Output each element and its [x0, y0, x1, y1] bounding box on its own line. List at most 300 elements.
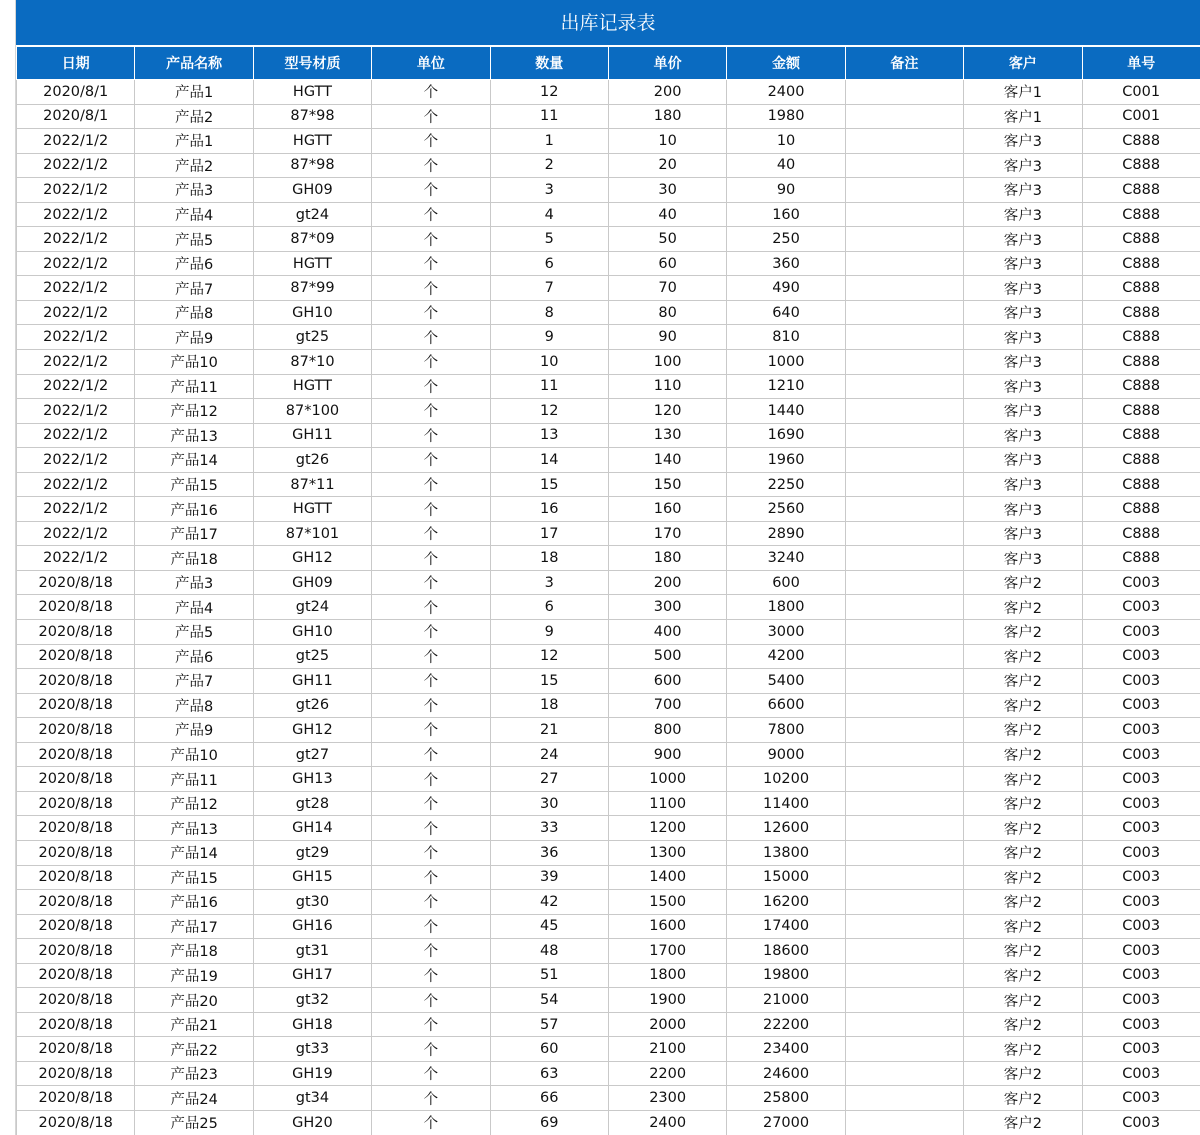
product-name-cell[interactable]: 产品8: [135, 300, 253, 325]
date-cell[interactable]: 2020/8/18: [17, 595, 135, 620]
customer-cell[interactable]: 客户2: [964, 742, 1082, 767]
model-material-cell[interactable]: HGTT: [253, 129, 371, 154]
order-number-cell[interactable]: C003: [1082, 767, 1200, 792]
remarks-cell[interactable]: [845, 865, 963, 890]
unit-cell[interactable]: 个: [372, 1110, 490, 1135]
remarks-cell[interactable]: [845, 816, 963, 841]
remarks-cell[interactable]: [845, 718, 963, 743]
date-cell[interactable]: 2022/1/2: [17, 276, 135, 301]
customer-cell[interactable]: 客户2: [964, 890, 1082, 915]
product-name-cell[interactable]: 产品1: [135, 129, 253, 154]
order-number-cell[interactable]: C888: [1082, 227, 1200, 252]
product-name-cell[interactable]: 产品16: [135, 497, 253, 522]
model-material-cell[interactable]: 87*101: [253, 521, 371, 546]
remarks-cell[interactable]: [845, 963, 963, 988]
product-name-cell[interactable]: 产品10: [135, 742, 253, 767]
amount-cell[interactable]: 90: [727, 178, 845, 203]
unit-cell[interactable]: 个: [372, 840, 490, 865]
quantity-cell[interactable]: 54: [490, 988, 608, 1013]
customer-cell[interactable]: 客户2: [964, 816, 1082, 841]
remarks-cell[interactable]: [845, 227, 963, 252]
unit-cell[interactable]: 个: [372, 791, 490, 816]
customer-cell[interactable]: 客户3: [964, 497, 1082, 522]
order-number-cell[interactable]: C003: [1082, 890, 1200, 915]
order-number-cell[interactable]: C003: [1082, 1086, 1200, 1111]
quantity-cell[interactable]: 45: [490, 914, 608, 939]
remarks-cell[interactable]: [845, 350, 963, 375]
amount-cell[interactable]: 1440: [727, 399, 845, 424]
date-cell[interactable]: 2022/1/2: [17, 325, 135, 350]
unit-cell[interactable]: 个: [372, 718, 490, 743]
amount-cell[interactable]: 40: [727, 153, 845, 178]
model-material-cell[interactable]: HGTT: [253, 251, 371, 276]
unit-cell[interactable]: 个: [372, 251, 490, 276]
amount-cell[interactable]: 640: [727, 300, 845, 325]
unit-cell[interactable]: 个: [372, 570, 490, 595]
customer-cell[interactable]: 客户2: [964, 988, 1082, 1013]
date-cell[interactable]: 2022/1/2: [17, 399, 135, 424]
product-name-cell[interactable]: 产品6: [135, 644, 253, 669]
unit-cell[interactable]: 个: [372, 939, 490, 964]
unit-price-cell[interactable]: 120: [608, 399, 726, 424]
remarks-cell[interactable]: [845, 890, 963, 915]
model-material-cell[interactable]: GH11: [253, 669, 371, 694]
unit-cell[interactable]: 个: [372, 300, 490, 325]
order-number-cell[interactable]: C003: [1082, 816, 1200, 841]
customer-cell[interactable]: 客户2: [964, 840, 1082, 865]
date-cell[interactable]: 2020/8/18: [17, 767, 135, 792]
product-name-cell[interactable]: 产品13: [135, 816, 253, 841]
date-cell[interactable]: 2020/8/18: [17, 718, 135, 743]
product-name-cell[interactable]: 产品25: [135, 1110, 253, 1135]
order-number-cell[interactable]: C888: [1082, 178, 1200, 203]
date-cell[interactable]: 2020/8/1: [17, 80, 135, 105]
product-name-cell[interactable]: 产品4: [135, 595, 253, 620]
date-cell[interactable]: 2022/1/2: [17, 448, 135, 473]
model-material-cell[interactable]: GH13: [253, 767, 371, 792]
remarks-cell[interactable]: [845, 300, 963, 325]
customer-cell[interactable]: 客户3: [964, 276, 1082, 301]
amount-cell[interactable]: 600: [727, 570, 845, 595]
remarks-cell[interactable]: [845, 840, 963, 865]
remarks-cell[interactable]: [845, 767, 963, 792]
remarks-cell[interactable]: [845, 1012, 963, 1037]
order-number-cell[interactable]: C003: [1082, 718, 1200, 743]
model-material-cell[interactable]: gt27: [253, 742, 371, 767]
quantity-cell[interactable]: 3: [490, 570, 608, 595]
model-material-cell[interactable]: gt29: [253, 840, 371, 865]
date-cell[interactable]: 2020/8/18: [17, 890, 135, 915]
customer-cell[interactable]: 客户2: [964, 570, 1082, 595]
remarks-cell[interactable]: [845, 178, 963, 203]
order-number-cell[interactable]: C888: [1082, 202, 1200, 227]
amount-cell[interactable]: 13800: [727, 840, 845, 865]
unit-cell[interactable]: 个: [372, 595, 490, 620]
amount-cell[interactable]: 810: [727, 325, 845, 350]
product-name-cell[interactable]: 产品10: [135, 350, 253, 375]
amount-cell[interactable]: 23400: [727, 1037, 845, 1062]
amount-cell[interactable]: 18600: [727, 939, 845, 964]
unit-price-cell[interactable]: 2000: [608, 1012, 726, 1037]
date-cell[interactable]: 2020/8/18: [17, 939, 135, 964]
quantity-cell[interactable]: 21: [490, 718, 608, 743]
remarks-cell[interactable]: [845, 472, 963, 497]
amount-cell[interactable]: 10: [727, 129, 845, 154]
order-number-cell[interactable]: C888: [1082, 153, 1200, 178]
remarks-cell[interactable]: [845, 399, 963, 424]
unit-cell[interactable]: 个: [372, 546, 490, 571]
amount-cell[interactable]: 2560: [727, 497, 845, 522]
remarks-cell[interactable]: [845, 276, 963, 301]
product-name-cell[interactable]: 产品20: [135, 988, 253, 1013]
unit-price-cell[interactable]: 80: [608, 300, 726, 325]
remarks-cell[interactable]: [845, 988, 963, 1013]
date-cell[interactable]: 2020/8/18: [17, 570, 135, 595]
unit-price-cell[interactable]: 10: [608, 129, 726, 154]
date-cell[interactable]: 2022/1/2: [17, 202, 135, 227]
model-material-cell[interactable]: GH16: [253, 914, 371, 939]
customer-cell[interactable]: 客户2: [964, 1012, 1082, 1037]
customer-cell[interactable]: 客户2: [964, 644, 1082, 669]
amount-cell[interactable]: 24600: [727, 1061, 845, 1086]
quantity-cell[interactable]: 30: [490, 791, 608, 816]
customer-cell[interactable]: 客户3: [964, 546, 1082, 571]
order-number-cell[interactable]: C888: [1082, 399, 1200, 424]
unit-price-cell[interactable]: 130: [608, 423, 726, 448]
product-name-cell[interactable]: 产品9: [135, 325, 253, 350]
order-number-cell[interactable]: C003: [1082, 570, 1200, 595]
product-name-cell[interactable]: 产品11: [135, 374, 253, 399]
amount-cell[interactable]: 6600: [727, 693, 845, 718]
amount-cell[interactable]: 22200: [727, 1012, 845, 1037]
model-material-cell[interactable]: GH10: [253, 300, 371, 325]
unit-cell[interactable]: 个: [372, 816, 490, 841]
customer-cell[interactable]: 客户3: [964, 472, 1082, 497]
quantity-cell[interactable]: 12: [490, 644, 608, 669]
quantity-cell[interactable]: 5: [490, 227, 608, 252]
unit-price-cell[interactable]: 1300: [608, 840, 726, 865]
unit-price-cell[interactable]: 600: [608, 669, 726, 694]
unit-cell[interactable]: 个: [372, 890, 490, 915]
unit-cell[interactable]: 个: [372, 276, 490, 301]
unit-price-cell[interactable]: 2300: [608, 1086, 726, 1111]
column-header-quantity[interactable]: 数量: [490, 47, 608, 80]
model-material-cell[interactable]: 87*99: [253, 276, 371, 301]
order-number-cell[interactable]: C003: [1082, 1061, 1200, 1086]
product-name-cell[interactable]: 产品16: [135, 890, 253, 915]
model-material-cell[interactable]: 87*100: [253, 399, 371, 424]
unit-price-cell[interactable]: 200: [608, 80, 726, 105]
date-cell[interactable]: 2022/1/2: [17, 153, 135, 178]
remarks-cell[interactable]: [845, 104, 963, 129]
amount-cell[interactable]: 3240: [727, 546, 845, 571]
unit-price-cell[interactable]: 1400: [608, 865, 726, 890]
order-number-cell[interactable]: C888: [1082, 472, 1200, 497]
product-name-cell[interactable]: 产品5: [135, 227, 253, 252]
unit-price-cell[interactable]: 1100: [608, 791, 726, 816]
remarks-cell[interactable]: [845, 570, 963, 595]
remarks-cell[interactable]: [845, 202, 963, 227]
date-cell[interactable]: 2020/8/18: [17, 1012, 135, 1037]
amount-cell[interactable]: 1800: [727, 595, 845, 620]
unit-cell[interactable]: 个: [372, 1037, 490, 1062]
amount-cell[interactable]: 250: [727, 227, 845, 252]
customer-cell[interactable]: 客户2: [964, 1110, 1082, 1135]
amount-cell[interactable]: 11400: [727, 791, 845, 816]
column-header-customer[interactable]: 客户: [964, 47, 1082, 80]
order-number-cell[interactable]: C003: [1082, 840, 1200, 865]
product-name-cell[interactable]: 产品17: [135, 521, 253, 546]
remarks-cell[interactable]: [845, 80, 963, 105]
unit-cell[interactable]: 个: [372, 1012, 490, 1037]
product-name-cell[interactable]: 产品12: [135, 791, 253, 816]
quantity-cell[interactable]: 66: [490, 1086, 608, 1111]
unit-cell[interactable]: 个: [372, 1061, 490, 1086]
date-cell[interactable]: 2022/1/2: [17, 251, 135, 276]
unit-price-cell[interactable]: 2400: [608, 1110, 726, 1135]
customer-cell[interactable]: 客户3: [964, 178, 1082, 203]
amount-cell[interactable]: 4200: [727, 644, 845, 669]
model-material-cell[interactable]: 87*98: [253, 104, 371, 129]
unit-price-cell[interactable]: 400: [608, 620, 726, 645]
order-number-cell[interactable]: C003: [1082, 669, 1200, 694]
quantity-cell[interactable]: 15: [490, 472, 608, 497]
unit-cell[interactable]: 个: [372, 227, 490, 252]
date-cell[interactable]: 2022/1/2: [17, 546, 135, 571]
model-material-cell[interactable]: gt34: [253, 1086, 371, 1111]
customer-cell[interactable]: 客户3: [964, 300, 1082, 325]
quantity-cell[interactable]: 13: [490, 423, 608, 448]
quantity-cell[interactable]: 15: [490, 669, 608, 694]
quantity-cell[interactable]: 36: [490, 840, 608, 865]
customer-cell[interactable]: 客户3: [964, 129, 1082, 154]
unit-cell[interactable]: 个: [372, 497, 490, 522]
model-material-cell[interactable]: GH19: [253, 1061, 371, 1086]
order-number-cell[interactable]: C003: [1082, 914, 1200, 939]
product-name-cell[interactable]: 产品23: [135, 1061, 253, 1086]
unit-cell[interactable]: 个: [372, 448, 490, 473]
customer-cell[interactable]: 客户2: [964, 1086, 1082, 1111]
amount-cell[interactable]: 490: [727, 276, 845, 301]
date-cell[interactable]: 2022/1/2: [17, 497, 135, 522]
customer-cell[interactable]: 客户3: [964, 153, 1082, 178]
remarks-cell[interactable]: [845, 669, 963, 694]
date-cell[interactable]: 2022/1/2: [17, 129, 135, 154]
product-name-cell[interactable]: 产品4: [135, 202, 253, 227]
unit-cell[interactable]: 个: [372, 521, 490, 546]
amount-cell[interactable]: 1210: [727, 374, 845, 399]
customer-cell[interactable]: 客户2: [964, 791, 1082, 816]
customer-cell[interactable]: 客户2: [964, 865, 1082, 890]
unit-price-cell[interactable]: 180: [608, 546, 726, 571]
model-material-cell[interactable]: GH14: [253, 816, 371, 841]
quantity-cell[interactable]: 51: [490, 963, 608, 988]
customer-cell[interactable]: 客户3: [964, 448, 1082, 473]
column-header-remarks[interactable]: 备注: [845, 47, 963, 80]
product-name-cell[interactable]: 产品24: [135, 1086, 253, 1111]
product-name-cell[interactable]: 产品7: [135, 276, 253, 301]
column-header-date[interactable]: 日期: [17, 47, 135, 80]
amount-cell[interactable]: 160: [727, 202, 845, 227]
unit-cell[interactable]: 个: [372, 374, 490, 399]
remarks-cell[interactable]: [845, 742, 963, 767]
date-cell[interactable]: 2020/8/18: [17, 693, 135, 718]
model-material-cell[interactable]: 87*98: [253, 153, 371, 178]
model-material-cell[interactable]: HGTT: [253, 374, 371, 399]
product-name-cell[interactable]: 产品17: [135, 914, 253, 939]
unit-cell[interactable]: 个: [372, 767, 490, 792]
quantity-cell[interactable]: 57: [490, 1012, 608, 1037]
remarks-cell[interactable]: [845, 693, 963, 718]
column-header-model-material[interactable]: 型号材质: [253, 47, 371, 80]
unit-price-cell[interactable]: 170: [608, 521, 726, 546]
unit-price-cell[interactable]: 160: [608, 497, 726, 522]
model-material-cell[interactable]: gt33: [253, 1037, 371, 1062]
remarks-cell[interactable]: [845, 620, 963, 645]
unit-price-cell[interactable]: 150: [608, 472, 726, 497]
quantity-cell[interactable]: 39: [490, 865, 608, 890]
unit-price-cell[interactable]: 60: [608, 251, 726, 276]
order-number-cell[interactable]: C003: [1082, 865, 1200, 890]
quantity-cell[interactable]: 12: [490, 80, 608, 105]
product-name-cell[interactable]: 产品1: [135, 80, 253, 105]
order-number-cell[interactable]: C003: [1082, 620, 1200, 645]
model-material-cell[interactable]: GH15: [253, 865, 371, 890]
date-cell[interactable]: 2022/1/2: [17, 350, 135, 375]
order-number-cell[interactable]: C888: [1082, 325, 1200, 350]
amount-cell[interactable]: 27000: [727, 1110, 845, 1135]
product-name-cell[interactable]: 产品7: [135, 669, 253, 694]
model-material-cell[interactable]: GH12: [253, 718, 371, 743]
model-material-cell[interactable]: GH12: [253, 546, 371, 571]
product-name-cell[interactable]: 产品9: [135, 718, 253, 743]
model-material-cell[interactable]: GH11: [253, 423, 371, 448]
unit-price-cell[interactable]: 70: [608, 276, 726, 301]
product-name-cell[interactable]: 产品13: [135, 423, 253, 448]
product-name-cell[interactable]: 产品21: [135, 1012, 253, 1037]
unit-price-cell[interactable]: 2200: [608, 1061, 726, 1086]
product-name-cell[interactable]: 产品3: [135, 570, 253, 595]
date-cell[interactable]: 2022/1/2: [17, 374, 135, 399]
order-number-cell[interactable]: C001: [1082, 104, 1200, 129]
amount-cell[interactable]: 1960: [727, 448, 845, 473]
order-number-cell[interactable]: C003: [1082, 939, 1200, 964]
remarks-cell[interactable]: [845, 423, 963, 448]
order-number-cell[interactable]: C003: [1082, 742, 1200, 767]
order-number-cell[interactable]: C003: [1082, 1037, 1200, 1062]
model-material-cell[interactable]: HGTT: [253, 497, 371, 522]
quantity-cell[interactable]: 10: [490, 350, 608, 375]
quantity-cell[interactable]: 69: [490, 1110, 608, 1135]
date-cell[interactable]: 2022/1/2: [17, 178, 135, 203]
model-material-cell[interactable]: gt32: [253, 988, 371, 1013]
model-material-cell[interactable]: gt31: [253, 939, 371, 964]
column-header-product-name[interactable]: 产品名称: [135, 47, 253, 80]
date-cell[interactable]: 2020/8/18: [17, 1061, 135, 1086]
unit-cell[interactable]: 个: [372, 669, 490, 694]
remarks-cell[interactable]: [845, 448, 963, 473]
amount-cell[interactable]: 17400: [727, 914, 845, 939]
model-material-cell[interactable]: gt24: [253, 202, 371, 227]
quantity-cell[interactable]: 60: [490, 1037, 608, 1062]
customer-cell[interactable]: 客户2: [964, 1037, 1082, 1062]
amount-cell[interactable]: 3000: [727, 620, 845, 645]
product-name-cell[interactable]: 产品15: [135, 472, 253, 497]
amount-cell[interactable]: 5400: [727, 669, 845, 694]
unit-cell[interactable]: 个: [372, 202, 490, 227]
order-number-cell[interactable]: C003: [1082, 1012, 1200, 1037]
quantity-cell[interactable]: 63: [490, 1061, 608, 1086]
date-cell[interactable]: 2020/8/18: [17, 865, 135, 890]
unit-cell[interactable]: 个: [372, 325, 490, 350]
model-material-cell[interactable]: HGTT: [253, 80, 371, 105]
model-material-cell[interactable]: gt26: [253, 448, 371, 473]
amount-cell[interactable]: 16200: [727, 890, 845, 915]
model-material-cell[interactable]: gt24: [253, 595, 371, 620]
unit-price-cell[interactable]: 800: [608, 718, 726, 743]
customer-cell[interactable]: 客户3: [964, 202, 1082, 227]
product-name-cell[interactable]: 产品15: [135, 865, 253, 890]
remarks-cell[interactable]: [845, 1037, 963, 1062]
date-cell[interactable]: 2022/1/2: [17, 423, 135, 448]
quantity-cell[interactable]: 6: [490, 251, 608, 276]
product-name-cell[interactable]: 产品8: [135, 693, 253, 718]
date-cell[interactable]: 2020/8/18: [17, 914, 135, 939]
remarks-cell[interactable]: [845, 791, 963, 816]
unit-cell[interactable]: 个: [372, 865, 490, 890]
unit-cell[interactable]: 个: [372, 620, 490, 645]
order-number-cell[interactable]: C003: [1082, 988, 1200, 1013]
unit-price-cell[interactable]: 1900: [608, 988, 726, 1013]
quantity-cell[interactable]: 42: [490, 890, 608, 915]
product-name-cell[interactable]: 产品2: [135, 153, 253, 178]
model-material-cell[interactable]: 87*10: [253, 350, 371, 375]
product-name-cell[interactable]: 产品18: [135, 546, 253, 571]
unit-price-cell[interactable]: 1800: [608, 963, 726, 988]
unit-cell[interactable]: 个: [372, 423, 490, 448]
remarks-cell[interactable]: [845, 251, 963, 276]
date-cell[interactable]: 2020/8/18: [17, 840, 135, 865]
unit-cell[interactable]: 个: [372, 129, 490, 154]
product-name-cell[interactable]: 产品14: [135, 840, 253, 865]
product-name-cell[interactable]: 产品18: [135, 939, 253, 964]
unit-cell[interactable]: 个: [372, 644, 490, 669]
unit-cell[interactable]: 个: [372, 988, 490, 1013]
quantity-cell[interactable]: 17: [490, 521, 608, 546]
remarks-cell[interactable]: [845, 129, 963, 154]
amount-cell[interactable]: 19800: [727, 963, 845, 988]
quantity-cell[interactable]: 27: [490, 767, 608, 792]
customer-cell[interactable]: 客户2: [964, 963, 1082, 988]
customer-cell[interactable]: 客户3: [964, 399, 1082, 424]
customer-cell[interactable]: 客户2: [964, 1061, 1082, 1086]
remarks-cell[interactable]: [845, 595, 963, 620]
customer-cell[interactable]: 客户3: [964, 227, 1082, 252]
unit-price-cell[interactable]: 900: [608, 742, 726, 767]
amount-cell[interactable]: 1980: [727, 104, 845, 129]
order-number-cell[interactable]: C888: [1082, 521, 1200, 546]
remarks-cell[interactable]: [845, 644, 963, 669]
quantity-cell[interactable]: 14: [490, 448, 608, 473]
remarks-cell[interactable]: [845, 325, 963, 350]
unit-cell[interactable]: 个: [372, 178, 490, 203]
customer-cell[interactable]: 客户3: [964, 521, 1082, 546]
date-cell[interactable]: 2020/8/18: [17, 988, 135, 1013]
unit-cell[interactable]: 个: [372, 80, 490, 105]
amount-cell[interactable]: 2400: [727, 80, 845, 105]
customer-cell[interactable]: 客户2: [964, 620, 1082, 645]
remarks-cell[interactable]: [845, 497, 963, 522]
